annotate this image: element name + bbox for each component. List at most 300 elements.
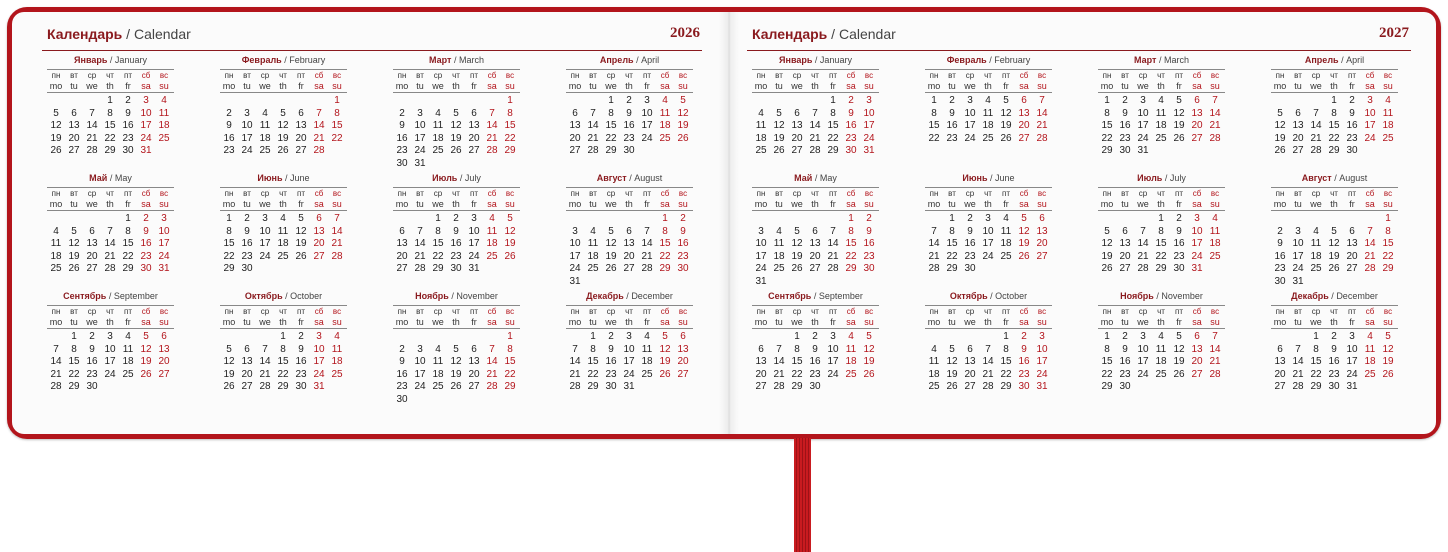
day-cell: 23 <box>1119 368 1131 380</box>
day-cell: 15 <box>1101 120 1113 131</box>
day-cell: 4 <box>1385 95 1391 106</box>
bookmark-ribbon[interactable] <box>794 438 811 552</box>
day-blank <box>602 213 620 226</box>
weekday-en: we <box>791 81 803 91</box>
weekday-ru: чт <box>811 189 819 198</box>
weekday-en: mo <box>568 199 582 209</box>
day-cell: 6 <box>626 225 632 237</box>
day-cell: 4 <box>644 331 650 342</box>
day-cell: 18 <box>1000 238 1012 249</box>
weekday-en: tu <box>416 199 424 209</box>
day-cell: 21 <box>486 132 498 144</box>
day-cell: 21 <box>587 132 599 144</box>
day-cell: 20 <box>86 250 98 262</box>
weekday-ru: вс <box>864 189 874 198</box>
weekday-en: we <box>432 317 444 327</box>
day-cell: 16 <box>295 356 307 367</box>
month-name-separator: / <box>107 55 115 65</box>
weekday-en: sa <box>141 81 151 91</box>
weekday-ru: ср <box>1311 189 1321 198</box>
month-name-ru: Март <box>429 55 452 65</box>
weekday-ru: сб <box>141 71 151 80</box>
day-cell: 9 <box>226 120 232 131</box>
month-block <box>393 290 520 406</box>
day-cell: 19 <box>223 368 235 380</box>
page-title-en: Calendar <box>838 26 896 42</box>
day-cell: 7 <box>89 107 95 119</box>
day-cell: 21 <box>928 250 940 262</box>
day-cell: 31 <box>1346 381 1358 392</box>
weekday-en: tu <box>70 317 78 327</box>
month-name-en: May <box>819 173 837 183</box>
weekday-en: fr <box>644 199 650 209</box>
day-cell: 12 <box>791 238 803 249</box>
day-cell: 27 <box>623 263 635 274</box>
day-cell: 5 <box>507 213 513 224</box>
weekday-ru: сб <box>314 307 324 316</box>
day-cell: 25 <box>928 381 940 392</box>
weekday-en: sa <box>660 199 670 209</box>
weekday-ru: пн <box>756 71 766 80</box>
weekday-en: su <box>678 317 688 327</box>
day-cell: 11 <box>1310 238 1322 249</box>
day-cell: 1 <box>125 213 131 224</box>
day-cell: 18 <box>1310 250 1322 262</box>
day-cell: 13 <box>623 238 635 249</box>
day-cell: 16 <box>396 368 408 380</box>
day-cell: 13 <box>68 120 80 131</box>
page-year: 2026 <box>670 25 700 41</box>
day-cell: 2 <box>125 95 131 106</box>
day-cell: 22 <box>827 132 839 144</box>
day-cell: 3 <box>572 225 578 237</box>
day-cell: 6 <box>812 225 818 237</box>
weekday-header <box>1271 187 1398 211</box>
day-cell: 9 <box>626 107 632 119</box>
day-cell: 13 <box>677 343 689 355</box>
weekday-ru: вт <box>1121 307 1129 316</box>
day-cell: 1 <box>794 331 800 342</box>
month-name-separator: / <box>107 173 115 183</box>
day-cell: 1 <box>949 213 955 224</box>
day-cell: 7 <box>931 225 937 237</box>
day-cell: 11 <box>773 238 785 249</box>
weekday-ru: сб <box>314 71 324 80</box>
day-cell: 25 <box>1382 132 1394 144</box>
day-cell: 8 <box>1003 343 1009 355</box>
day-cell: 27 <box>809 263 821 274</box>
day-cell: 2 <box>1277 225 1283 237</box>
day-cell: 21 <box>641 250 653 262</box>
day-cell: 22 <box>605 132 617 144</box>
weekday-ru: ср <box>1311 307 1321 316</box>
day-cell: 19 <box>1173 120 1185 131</box>
day-cell: 22 <box>1155 250 1167 262</box>
weekday-en: th <box>106 199 114 209</box>
weekday-en: tu <box>589 199 597 209</box>
day-cell: 10 <box>140 107 152 119</box>
weekday-en: sa <box>846 81 856 91</box>
day-cell: 8 <box>507 107 513 119</box>
day-blank <box>752 95 770 108</box>
day-cell: 16 <box>1018 356 1030 367</box>
day-cell: 17 <box>641 120 653 131</box>
day-cell: 27 <box>1292 145 1304 156</box>
day-cell: 20 <box>1191 356 1203 367</box>
day-cell: 14 <box>587 120 599 131</box>
day-cell: 9 <box>1349 107 1355 119</box>
day-blank <box>83 213 101 226</box>
day-cell: 1 <box>830 95 836 106</box>
day-cell: 5 <box>453 343 459 355</box>
weekday-ru: пт <box>297 189 305 198</box>
day-cell: 11 <box>158 107 170 119</box>
day-cell: 15 <box>504 356 516 367</box>
day-blank <box>465 331 483 344</box>
day-cell: 7 <box>1313 107 1319 119</box>
day-cell: 14 <box>1310 120 1322 131</box>
day-cell: 27 <box>468 145 480 156</box>
day-blank <box>584 95 602 108</box>
day-blank <box>961 331 979 344</box>
weekday-ru: вт <box>243 71 251 80</box>
weekday-en: su <box>1210 317 1220 327</box>
day-cell: 26 <box>677 132 689 144</box>
weekday-en: tu <box>948 199 956 209</box>
day-cell: 8 <box>949 225 955 237</box>
day-cell: 21 <box>331 238 343 249</box>
weekday-ru: сб <box>1019 71 1029 80</box>
weekday-en: su <box>332 81 342 91</box>
day-blank <box>806 213 824 226</box>
day-cell: 7 <box>53 343 59 355</box>
month-name <box>393 290 520 303</box>
day-cell: 28 <box>641 263 653 274</box>
day-cell: 29 <box>1101 145 1113 156</box>
day-cell: 13 <box>295 120 307 131</box>
day-cell: 13 <box>809 238 821 249</box>
day-cell: 13 <box>1274 356 1286 367</box>
day-cell: 4 <box>758 107 764 119</box>
day-cell: 11 <box>587 238 599 249</box>
day-cell: 17 <box>827 356 839 367</box>
day-blank <box>806 95 824 108</box>
day-cell: 13 <box>158 343 170 355</box>
day-cell: 11 <box>755 120 767 131</box>
weekday-en: fr <box>644 317 650 327</box>
weekday-en: su <box>864 199 874 209</box>
day-cell: 29 <box>1310 381 1322 392</box>
weekday-en: tu <box>1121 199 1129 209</box>
weekday-en: sa <box>1019 81 1029 91</box>
day-cell: 3 <box>417 107 423 119</box>
day-cell: 10 <box>1036 343 1048 355</box>
weekday-ru: пн <box>397 71 407 80</box>
day-cell: 30 <box>396 393 408 405</box>
day-cell: 4 <box>1367 331 1373 342</box>
weekday-ru: ср <box>1138 307 1148 316</box>
day-cell: 8 <box>107 107 113 119</box>
day-cell: 24 <box>623 368 635 380</box>
day-cell: 18 <box>486 238 498 249</box>
month-name-en: December <box>631 291 673 301</box>
day-cell: 26 <box>277 145 289 156</box>
weekday-ru: пн <box>1102 71 1112 80</box>
day-cell: 11 <box>50 238 62 249</box>
day-cell: 25 <box>158 132 170 144</box>
day-cell: 15 <box>122 238 134 249</box>
day-cell: 25 <box>982 132 994 144</box>
day-cell: 23 <box>1274 263 1286 274</box>
day-cell: 30 <box>140 263 152 274</box>
day-cell: 22 <box>432 250 444 262</box>
day-cell: 26 <box>605 263 617 274</box>
month-name-en: October <box>995 291 1028 301</box>
weekday-ru: чт <box>452 307 460 316</box>
weekday-en: fr <box>125 81 131 91</box>
weekday-en: we <box>259 81 271 91</box>
day-cell: 13 <box>1191 107 1203 119</box>
day-cell: 15 <box>1101 356 1113 367</box>
day-blank <box>447 331 465 344</box>
weekday-en: mo <box>395 81 409 91</box>
day-cell: 20 <box>241 368 253 380</box>
day-cell: 18 <box>845 356 857 367</box>
day-cell: 22 <box>1101 132 1113 144</box>
weekday-header <box>925 305 1052 329</box>
weekday-ru: сб <box>314 189 324 198</box>
day-cell: 10 <box>964 107 976 119</box>
day-cell: 21 <box>104 250 116 262</box>
month-name-separator: / <box>987 173 996 183</box>
day-cell: 16 <box>863 238 875 249</box>
weekday-en: th <box>1157 81 1165 91</box>
day-cell: 19 <box>140 356 152 367</box>
day-blank <box>1289 213 1307 226</box>
weekday-ru: ср <box>792 307 802 316</box>
page-year: 2027 <box>1379 25 1409 41</box>
day-cell: 25 <box>486 250 498 262</box>
weekday-ru: вт <box>589 307 597 316</box>
month-name-ru: Август <box>1301 173 1332 183</box>
page-header <box>42 22 702 51</box>
day-cell: 29 <box>122 263 134 274</box>
weekday-ru: ср <box>433 307 443 316</box>
day-cell: 19 <box>1000 120 1012 131</box>
calendar-page-2026 <box>42 12 702 434</box>
month-name <box>566 290 693 303</box>
day-cell: 24 <box>414 381 426 392</box>
month-name <box>393 172 520 185</box>
weekday-header <box>1271 69 1398 93</box>
day-cell: 16 <box>1119 120 1131 131</box>
day-cell: 16 <box>623 120 635 131</box>
day-cell: 14 <box>982 356 994 367</box>
day-cell: 16 <box>241 238 253 249</box>
day-cell: 28 <box>86 145 98 156</box>
weekday-en: fr <box>1003 199 1009 209</box>
month-block <box>1271 54 1398 158</box>
month-name <box>752 290 879 303</box>
day-cell: 5 <box>662 331 668 342</box>
day-cell: 20 <box>569 132 581 144</box>
weekday-en: sa <box>487 199 497 209</box>
day-cell: 6 <box>680 331 686 342</box>
day-cell: 24 <box>1364 132 1376 144</box>
day-cell: 20 <box>964 368 976 380</box>
day-cell: 27 <box>86 263 98 274</box>
day-cell: 20 <box>809 250 821 262</box>
day-cell: 1 <box>590 331 596 342</box>
day-cell: 9 <box>1021 343 1027 355</box>
weekday-ru: пн <box>397 189 407 198</box>
day-cell: 6 <box>316 213 322 224</box>
calendar-page-2027 <box>747 12 1411 434</box>
weekday-en: th <box>811 199 819 209</box>
day-cell: 17 <box>1137 356 1149 367</box>
weekday-ru: ср <box>606 307 616 316</box>
weekday-en: tu <box>1294 317 1302 327</box>
weekday-ru: пт <box>124 307 132 316</box>
day-cell: 16 <box>964 238 976 249</box>
weekday-en: tu <box>243 81 251 91</box>
day-blank <box>411 213 429 226</box>
day-cell: 16 <box>1328 356 1340 367</box>
day-cell: 10 <box>259 225 271 237</box>
day-cell: 17 <box>1137 120 1149 131</box>
day-cell: 15 <box>587 356 599 367</box>
day-cell: 12 <box>677 107 689 119</box>
day-cell: 18 <box>432 132 444 144</box>
day-cell: 13 <box>1191 343 1203 355</box>
weekday-en: we <box>605 317 617 327</box>
weekday-ru: пн <box>397 307 407 316</box>
day-cell: 15 <box>791 356 803 367</box>
weekday-ru: пт <box>124 189 132 198</box>
day-cell: 14 <box>486 356 498 367</box>
weekday-en: sa <box>314 199 324 209</box>
day-blank <box>393 331 411 344</box>
day-cell: 25 <box>845 368 857 380</box>
day-cell: 5 <box>226 343 232 355</box>
weekday-ru: пт <box>297 307 305 316</box>
day-cell: 5 <box>1104 225 1110 237</box>
day-cell: 24 <box>982 250 994 262</box>
day-cell: 9 <box>848 107 854 119</box>
day-cell: 9 <box>1122 343 1128 355</box>
day-cell: 29 <box>946 263 958 274</box>
day-cell: 28 <box>1292 381 1304 392</box>
weekday-en: mo <box>222 199 236 209</box>
day-cell: 31 <box>1137 145 1149 156</box>
days-grid <box>566 213 693 288</box>
weekday-ru: чт <box>1157 189 1165 198</box>
day-blank <box>65 213 83 226</box>
day-cell: 26 <box>946 381 958 392</box>
weekday-en: tu <box>243 199 251 209</box>
day-cell: 14 <box>313 120 325 131</box>
day-cell: 16 <box>1274 250 1286 262</box>
day-cell: 3 <box>644 95 650 106</box>
day-cell: 3 <box>866 95 872 106</box>
weekday-ru: ср <box>792 71 802 80</box>
day-cell: 10 <box>755 238 767 249</box>
month-name-ru: Июль <box>432 173 458 183</box>
weekday-en: we <box>605 199 617 209</box>
day-cell: 26 <box>1173 132 1185 144</box>
day-cell: 6 <box>1295 107 1301 119</box>
month-block <box>47 172 174 276</box>
day-cell: 24 <box>414 145 426 156</box>
month-name-en: June <box>995 173 1015 183</box>
day-cell: 7 <box>776 343 782 355</box>
day-cell: 25 <box>50 263 62 274</box>
weekday-en: tu <box>70 199 78 209</box>
day-cell: 23 <box>1018 368 1030 380</box>
day-cell: 14 <box>641 238 653 249</box>
day-cell: 18 <box>432 368 444 380</box>
weekday-en: su <box>159 317 169 327</box>
day-blank <box>1289 331 1307 344</box>
weekday-ru: ср <box>433 71 443 80</box>
day-blank <box>429 331 447 344</box>
day-cell: 20 <box>313 238 325 249</box>
day-cell: 2 <box>298 331 304 342</box>
page-title-en: Calendar <box>133 26 191 42</box>
weekday-en: fr <box>298 81 304 91</box>
day-cell: 2 <box>89 331 95 342</box>
day-cell: 16 <box>946 120 958 131</box>
day-cell: 2 <box>244 213 250 224</box>
day-cell: 16 <box>396 132 408 144</box>
day-cell: 9 <box>1122 107 1128 119</box>
weekday-header <box>1098 305 1225 329</box>
day-blank <box>979 331 997 344</box>
day-blank <box>393 213 411 226</box>
day-blank <box>770 213 788 226</box>
day-blank <box>65 95 83 108</box>
month-name <box>752 54 879 67</box>
day-cell: 26 <box>1000 132 1012 144</box>
day-cell: 7 <box>1367 225 1373 237</box>
day-cell: 6 <box>1021 95 1027 106</box>
day-cell: 23 <box>1173 250 1185 262</box>
weekday-en: th <box>1330 81 1338 91</box>
month-block <box>566 172 693 288</box>
day-cell: 23 <box>605 368 617 380</box>
day-cell: 6 <box>161 331 167 342</box>
day-cell: 28 <box>1137 263 1149 274</box>
days-grid <box>1098 331 1225 394</box>
day-cell: 25 <box>773 263 785 274</box>
weekday-ru: вс <box>1210 71 1220 80</box>
day-cell: 28 <box>1209 132 1221 144</box>
weekday-ru: ср <box>792 189 802 198</box>
day-cell: 23 <box>1346 132 1358 144</box>
weekday-ru: пт <box>1002 307 1010 316</box>
weekday-ru: вт <box>1121 189 1129 198</box>
day-cell: 4 <box>53 225 59 237</box>
day-cell: 27 <box>677 368 689 380</box>
day-blank <box>47 95 65 108</box>
day-cell: 9 <box>866 225 872 237</box>
weekday-en: su <box>1383 81 1393 91</box>
weekday-ru: ср <box>433 189 443 198</box>
day-cell: 4 <box>262 107 268 119</box>
day-cell: 6 <box>471 343 477 355</box>
day-cell: 19 <box>791 250 803 262</box>
day-cell: 19 <box>605 250 617 262</box>
